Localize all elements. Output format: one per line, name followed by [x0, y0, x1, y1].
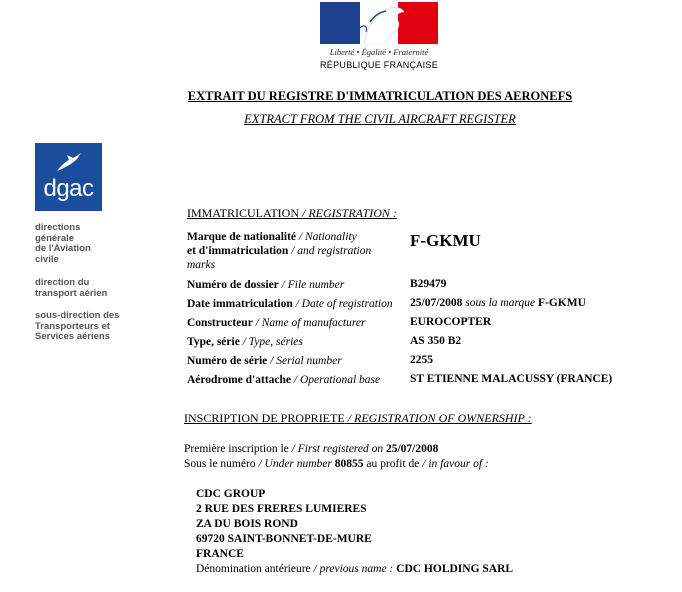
previous-name: CDC HOLDING SARL [396, 563, 514, 575]
serial-value: 2255 [410, 354, 433, 366]
number-fr: Sous le numéro [184, 458, 256, 470]
heading-fr: INSCRIPTION DE PROPRIETE [184, 411, 345, 425]
label-en: / Date of registration [295, 298, 393, 310]
registration-mark: F-GKMU [410, 231, 481, 250]
label-fr: Type, série [187, 336, 240, 348]
sidebar-line: civile [35, 253, 59, 265]
label-fr: Date immatriculation [187, 298, 293, 310]
sidebar-block-dta [35, 278, 155, 299]
sidebar-line: Transporteurs et [35, 320, 110, 332]
date-note: sous la marque [465, 297, 536, 309]
label-en: / Nationality [298, 231, 357, 243]
ownership-heading [184, 411, 532, 426]
heading-en: / REGISTRATION OF OWNERSHIP : [347, 411, 532, 425]
heading-fr: IMMATRICULATION [187, 206, 299, 220]
field-file-number-label [187, 278, 344, 292]
registration-heading [187, 206, 397, 221]
sidebar-line: directions [35, 222, 81, 233]
label-en: / Serial number [270, 355, 342, 367]
owner-address-line: ZA DU BOIS ROND [196, 518, 298, 530]
republique-francaise-logo [318, 2, 440, 78]
aircraft-icon [55, 151, 83, 173]
label-fr: et d'immatriculation [187, 245, 289, 257]
document-title-en: EXTRACT FROM THE CIVIL AIRCRAFT REGISTER [244, 112, 516, 126]
label-fr: Marque de nationalité [187, 231, 297, 243]
date-value: 25/07/2008 [410, 297, 463, 309]
previous-en: / previous name : [313, 563, 394, 575]
label-fr: Numéro de série [187, 355, 268, 367]
manufacturer-value: EUROCOPTER [410, 316, 492, 328]
profit-en: / in favour of : [422, 458, 489, 470]
dgac-logo [35, 143, 102, 211]
marianne-flag-icon [320, 2, 438, 44]
field-type-label [187, 335, 303, 349]
type-value: AS 350 B2 [410, 335, 462, 347]
field-base-label [187, 373, 380, 387]
label-en: / File number [281, 279, 345, 291]
sidebar-line: sous-direction des [35, 310, 120, 321]
sidebar-block-dgac [35, 223, 155, 265]
label-fr: Numéro de dossier [187, 279, 279, 291]
field-manufacturer-label [187, 316, 365, 330]
label-en: / Name of manufacturer [255, 317, 366, 329]
dgac-logo-text: dgac [43, 175, 94, 202]
label-en: marks [187, 259, 216, 271]
field-registration-date-label [187, 297, 393, 311]
first-registered-line [184, 443, 438, 455]
label-en: / Operational base [293, 374, 381, 386]
label-fr: Constructeur [187, 317, 253, 329]
owner-address-line: 69720 SAINT-BONNET-DE-MURE [196, 533, 372, 545]
registration-date-value [410, 297, 586, 309]
owner-address-line: 2 RUE DES FRERES LUMIERES [196, 503, 367, 515]
sidebar-line: transport aérien [35, 287, 108, 299]
under-number-line [184, 458, 489, 470]
heading-en: / REGISTRATION : [302, 206, 397, 220]
country-name: RÉPUBLIQUE FRANÇAISE [319, 60, 439, 70]
previous-name-line [196, 563, 513, 575]
label-fr: Aérodrome d'attache [187, 374, 292, 386]
base-value: ST ETIENNE MALACUSSY (FRANCE) [410, 373, 613, 385]
sidebar-block-subdirection [35, 311, 155, 343]
document-title-fr: EXTRAIT DU REGISTRE D'IMMATRICULATION DES AERONEFS [187, 89, 573, 103]
sidebar-line: de l'Aviation [35, 243, 91, 254]
label-en: / Type, séries [242, 336, 303, 348]
owner-address-line: CDC GROUP [196, 488, 266, 500]
file-number-value: B29479 [410, 278, 447, 290]
owner-address-line: FRANCE [196, 548, 244, 560]
sidebar-line: générale [35, 232, 75, 244]
label-en: / and registration [291, 245, 372, 257]
previous-fr: Dénomination antérieure [196, 563, 311, 575]
motto-text: Liberté • Égalité • Fraternité [329, 47, 429, 57]
first-fr: Première inscription le [184, 443, 289, 455]
field-serial-label [187, 354, 342, 368]
date-mark: F-GKMU [538, 297, 586, 309]
sidebar-line: Services aériens [35, 331, 111, 342]
first-en: / First registered on [291, 443, 384, 455]
first-date: 25/07/2008 [385, 443, 439, 455]
profit-fr: au profit de [366, 458, 420, 470]
field-nationality-label [187, 230, 402, 272]
owner-number: 80855 [334, 458, 364, 470]
sidebar-line: direction du [35, 277, 90, 288]
number-en: / Under number [258, 458, 332, 470]
